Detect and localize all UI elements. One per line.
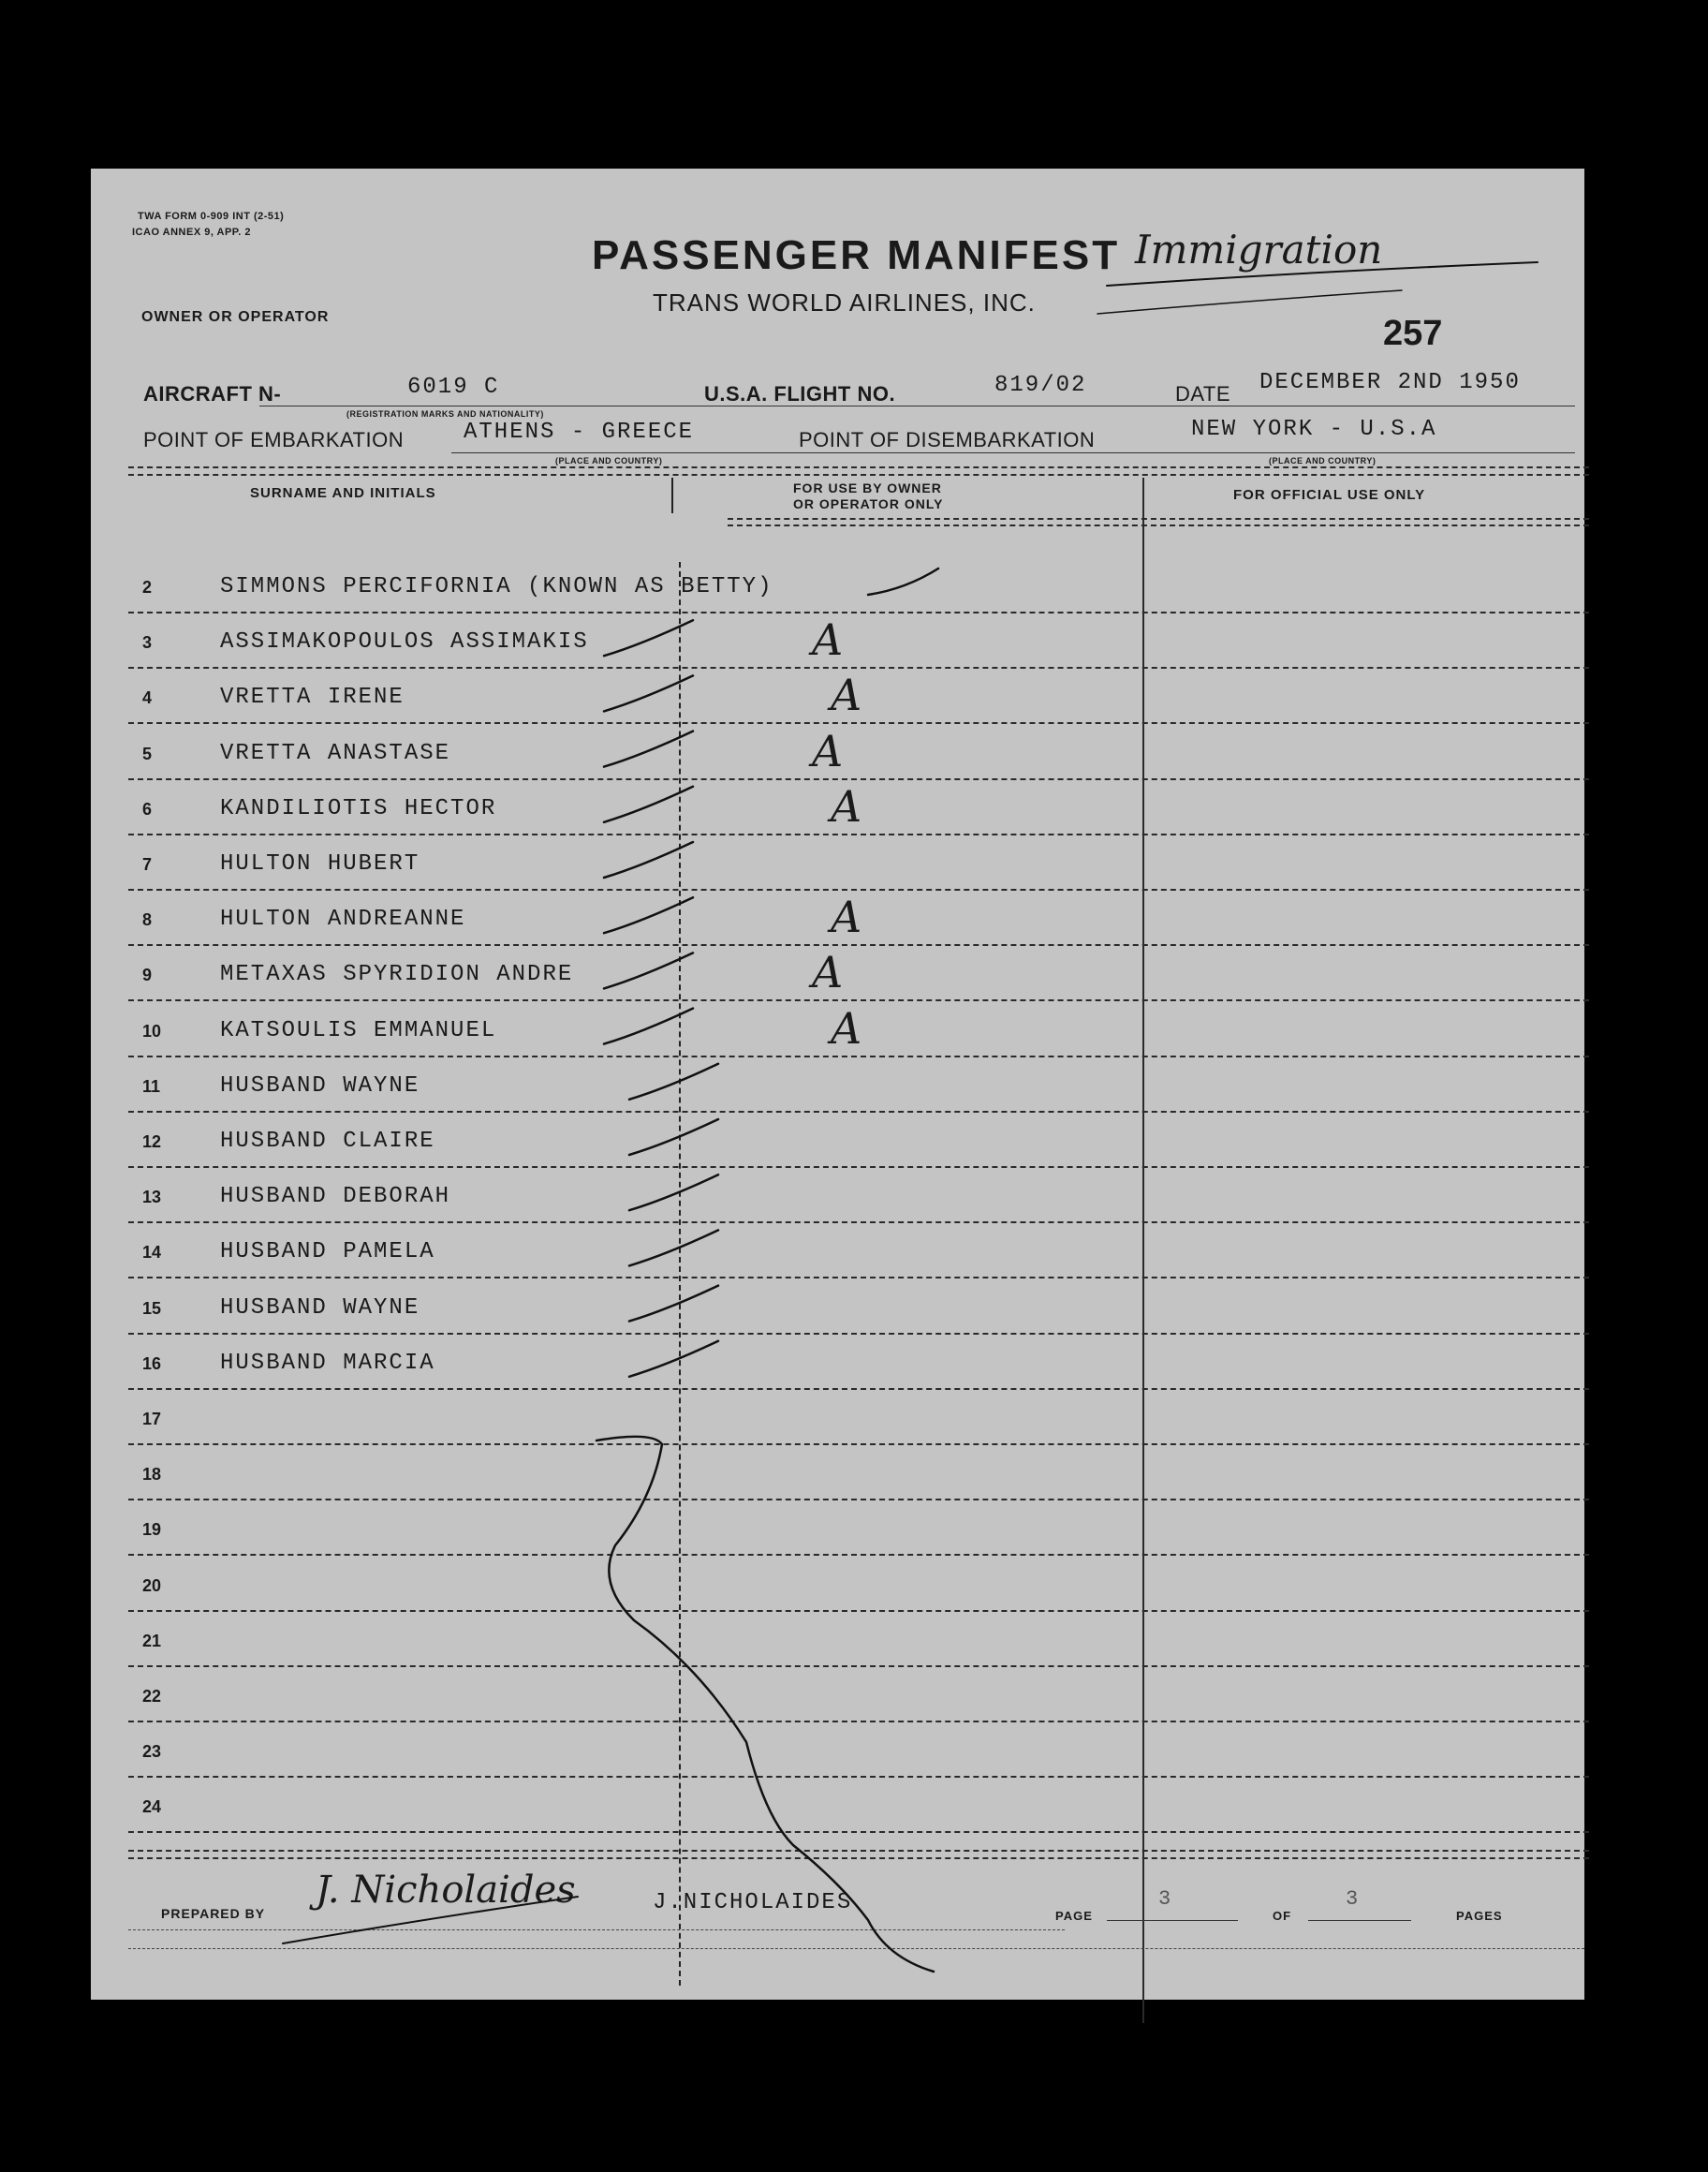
passenger-name: METAXAS SPYRIDION ANDRE — [220, 962, 574, 988]
disembarkation-value: NEW YORK - U.S.A — [1191, 417, 1437, 442]
row-number: 5 — [142, 744, 153, 763]
row-number: 10 — [142, 1021, 162, 1041]
embarkation-note: (PLACE AND COUNTRY) — [555, 456, 663, 465]
of-value: 3 — [1346, 1887, 1361, 1911]
status-mark: A — [812, 725, 844, 776]
signature-underline — [283, 1897, 578, 1943]
disembarkation-label: POINT OF DISEMBARKATION — [799, 428, 1096, 451]
check-mark — [604, 1009, 693, 1044]
passenger-name: HULTON ANDREANNE — [220, 907, 466, 933]
passenger-name: VRETTA IRENE — [220, 685, 405, 711]
status-mark: A — [812, 614, 844, 666]
passenger-name: HUSBAND WAYNE — [220, 1072, 420, 1099]
check-mark — [604, 953, 693, 988]
embarkation-label: POINT OF EMBARKATION — [143, 428, 405, 451]
check-mark — [629, 1230, 718, 1265]
airline-name: TRANS WORLD AIRLINES, INC. — [653, 288, 1036, 317]
column-header-owner-1: FOR USE BY OWNER — [793, 480, 942, 495]
column-header-surname: SURNAME AND INITIALS — [250, 485, 436, 501]
check-mark — [604, 731, 693, 767]
status-mark: A — [831, 1002, 862, 1054]
aircraft-value: 6019 C — [407, 375, 500, 400]
status-mark: A — [831, 780, 862, 832]
annotation-underline — [1097, 290, 1402, 314]
flight-number-value: 819/02 — [994, 373, 1087, 398]
row-number: 9 — [142, 966, 153, 985]
check-mark — [629, 1119, 718, 1155]
registration-note: (REGISTRATION MARKS AND NATIONALITY) — [346, 409, 544, 419]
check-mark — [604, 675, 693, 711]
row-number: 8 — [142, 910, 153, 930]
check-mark — [629, 1175, 718, 1210]
row-number: 14 — [142, 1243, 162, 1263]
passenger-name: HUSBAND WAYNE — [220, 1294, 420, 1321]
passenger-name: HULTON HUBERT — [220, 851, 420, 877]
check-mark — [604, 787, 693, 822]
of-label: OF — [1273, 1909, 1292, 1923]
owner-operator-label: OWNER OR OPERATOR — [141, 309, 330, 325]
passenger-name: SIMMONS PERCIFORNIA (KNOWN AS BETTY) — [220, 574, 773, 599]
row-number: 6 — [142, 799, 153, 819]
column-header-official: FOR OFFICIAL USE ONLY — [1233, 487, 1426, 503]
page-label: PAGE — [1055, 1909, 1093, 1923]
handwritten-marks — [91, 169, 1584, 2000]
row-number: 17 — [142, 1410, 162, 1428]
status-mark: A — [831, 670, 862, 721]
embarkation-value: ATHENS - GREECE — [464, 420, 695, 445]
row-number: 3 — [142, 633, 153, 653]
annex-reference: ICAO ANNEX 9, APP. 2 — [132, 227, 251, 238]
passenger-name: HUSBAND PAMELA — [220, 1239, 435, 1265]
row-number: 12 — [142, 1132, 162, 1151]
row-number: 20 — [142, 1575, 162, 1595]
date-value: DECEMBER 2ND 1950 — [1259, 370, 1521, 395]
row-number: 15 — [142, 1298, 162, 1318]
preparer-name: J.NICHOLAIDES — [653, 1890, 853, 1915]
check-mark — [629, 1286, 718, 1322]
row-number: 16 — [142, 1353, 162, 1373]
row-number: 7 — [142, 855, 153, 874]
passenger-name: KANDILIOTIS HECTOR — [220, 795, 497, 821]
status-mark: A — [831, 892, 862, 943]
check-mark — [868, 569, 938, 595]
flight-number-label: U.S.A. FLIGHT NO. — [704, 382, 896, 406]
row-number: 23 — [142, 1742, 162, 1762]
row-number: 19 — [142, 1520, 162, 1540]
pages-label: PAGES — [1456, 1909, 1503, 1923]
stamp-number: 257 — [1383, 314, 1443, 353]
date-label: DATE — [1175, 382, 1231, 406]
check-mark — [629, 1341, 718, 1377]
preparer-signature: J. Nicholaides — [316, 1869, 576, 1912]
passenger-name: HUSBAND CLAIRE — [220, 1129, 435, 1154]
prepared-by-label: PREPARED BY — [161, 1906, 266, 1921]
form-number: TWA FORM 0-909 INT (2-51) — [138, 211, 285, 222]
row-number: 22 — [142, 1687, 162, 1706]
check-mark — [604, 620, 693, 656]
check-mark — [604, 842, 693, 878]
passenger-name: ASSIMAKOPOULOS ASSIMAKIS — [220, 629, 589, 656]
column-header-owner-2: OR OPERATOR ONLY — [793, 496, 944, 511]
passenger-name: KATSOULIS EMMANUEL — [220, 1017, 497, 1043]
passenger-name: VRETTA ANASTASE — [220, 740, 451, 766]
handwritten-annotation: Immigration — [1135, 227, 1383, 273]
diagonal-strike-line — [596, 1437, 934, 1972]
annotation-underline — [1107, 262, 1538, 286]
row-number: 4 — [142, 688, 153, 708]
row-number: 13 — [142, 1188, 162, 1207]
row-number: 2 — [142, 578, 153, 597]
row-number: 18 — [142, 1465, 162, 1485]
row-number: 11 — [142, 1076, 161, 1096]
passenger-name: HUSBAND DEBORAH — [220, 1184, 451, 1210]
status-mark: A — [812, 947, 844, 998]
row-number: 24 — [142, 1797, 162, 1817]
aircraft-label: AIRCRAFT N- — [143, 382, 282, 406]
check-mark — [604, 897, 693, 933]
check-mark — [629, 1064, 718, 1100]
manifest-title: PASSENGER MANIFEST — [592, 232, 1121, 278]
manifest-sheet — [91, 169, 1584, 2000]
page-value: 3 — [1158, 1887, 1173, 1911]
row-number: 21 — [142, 1631, 162, 1650]
passenger-name: HUSBAND MARCIA — [220, 1350, 435, 1376]
disembarkation-note: (PLACE AND COUNTRY) — [1269, 456, 1377, 465]
